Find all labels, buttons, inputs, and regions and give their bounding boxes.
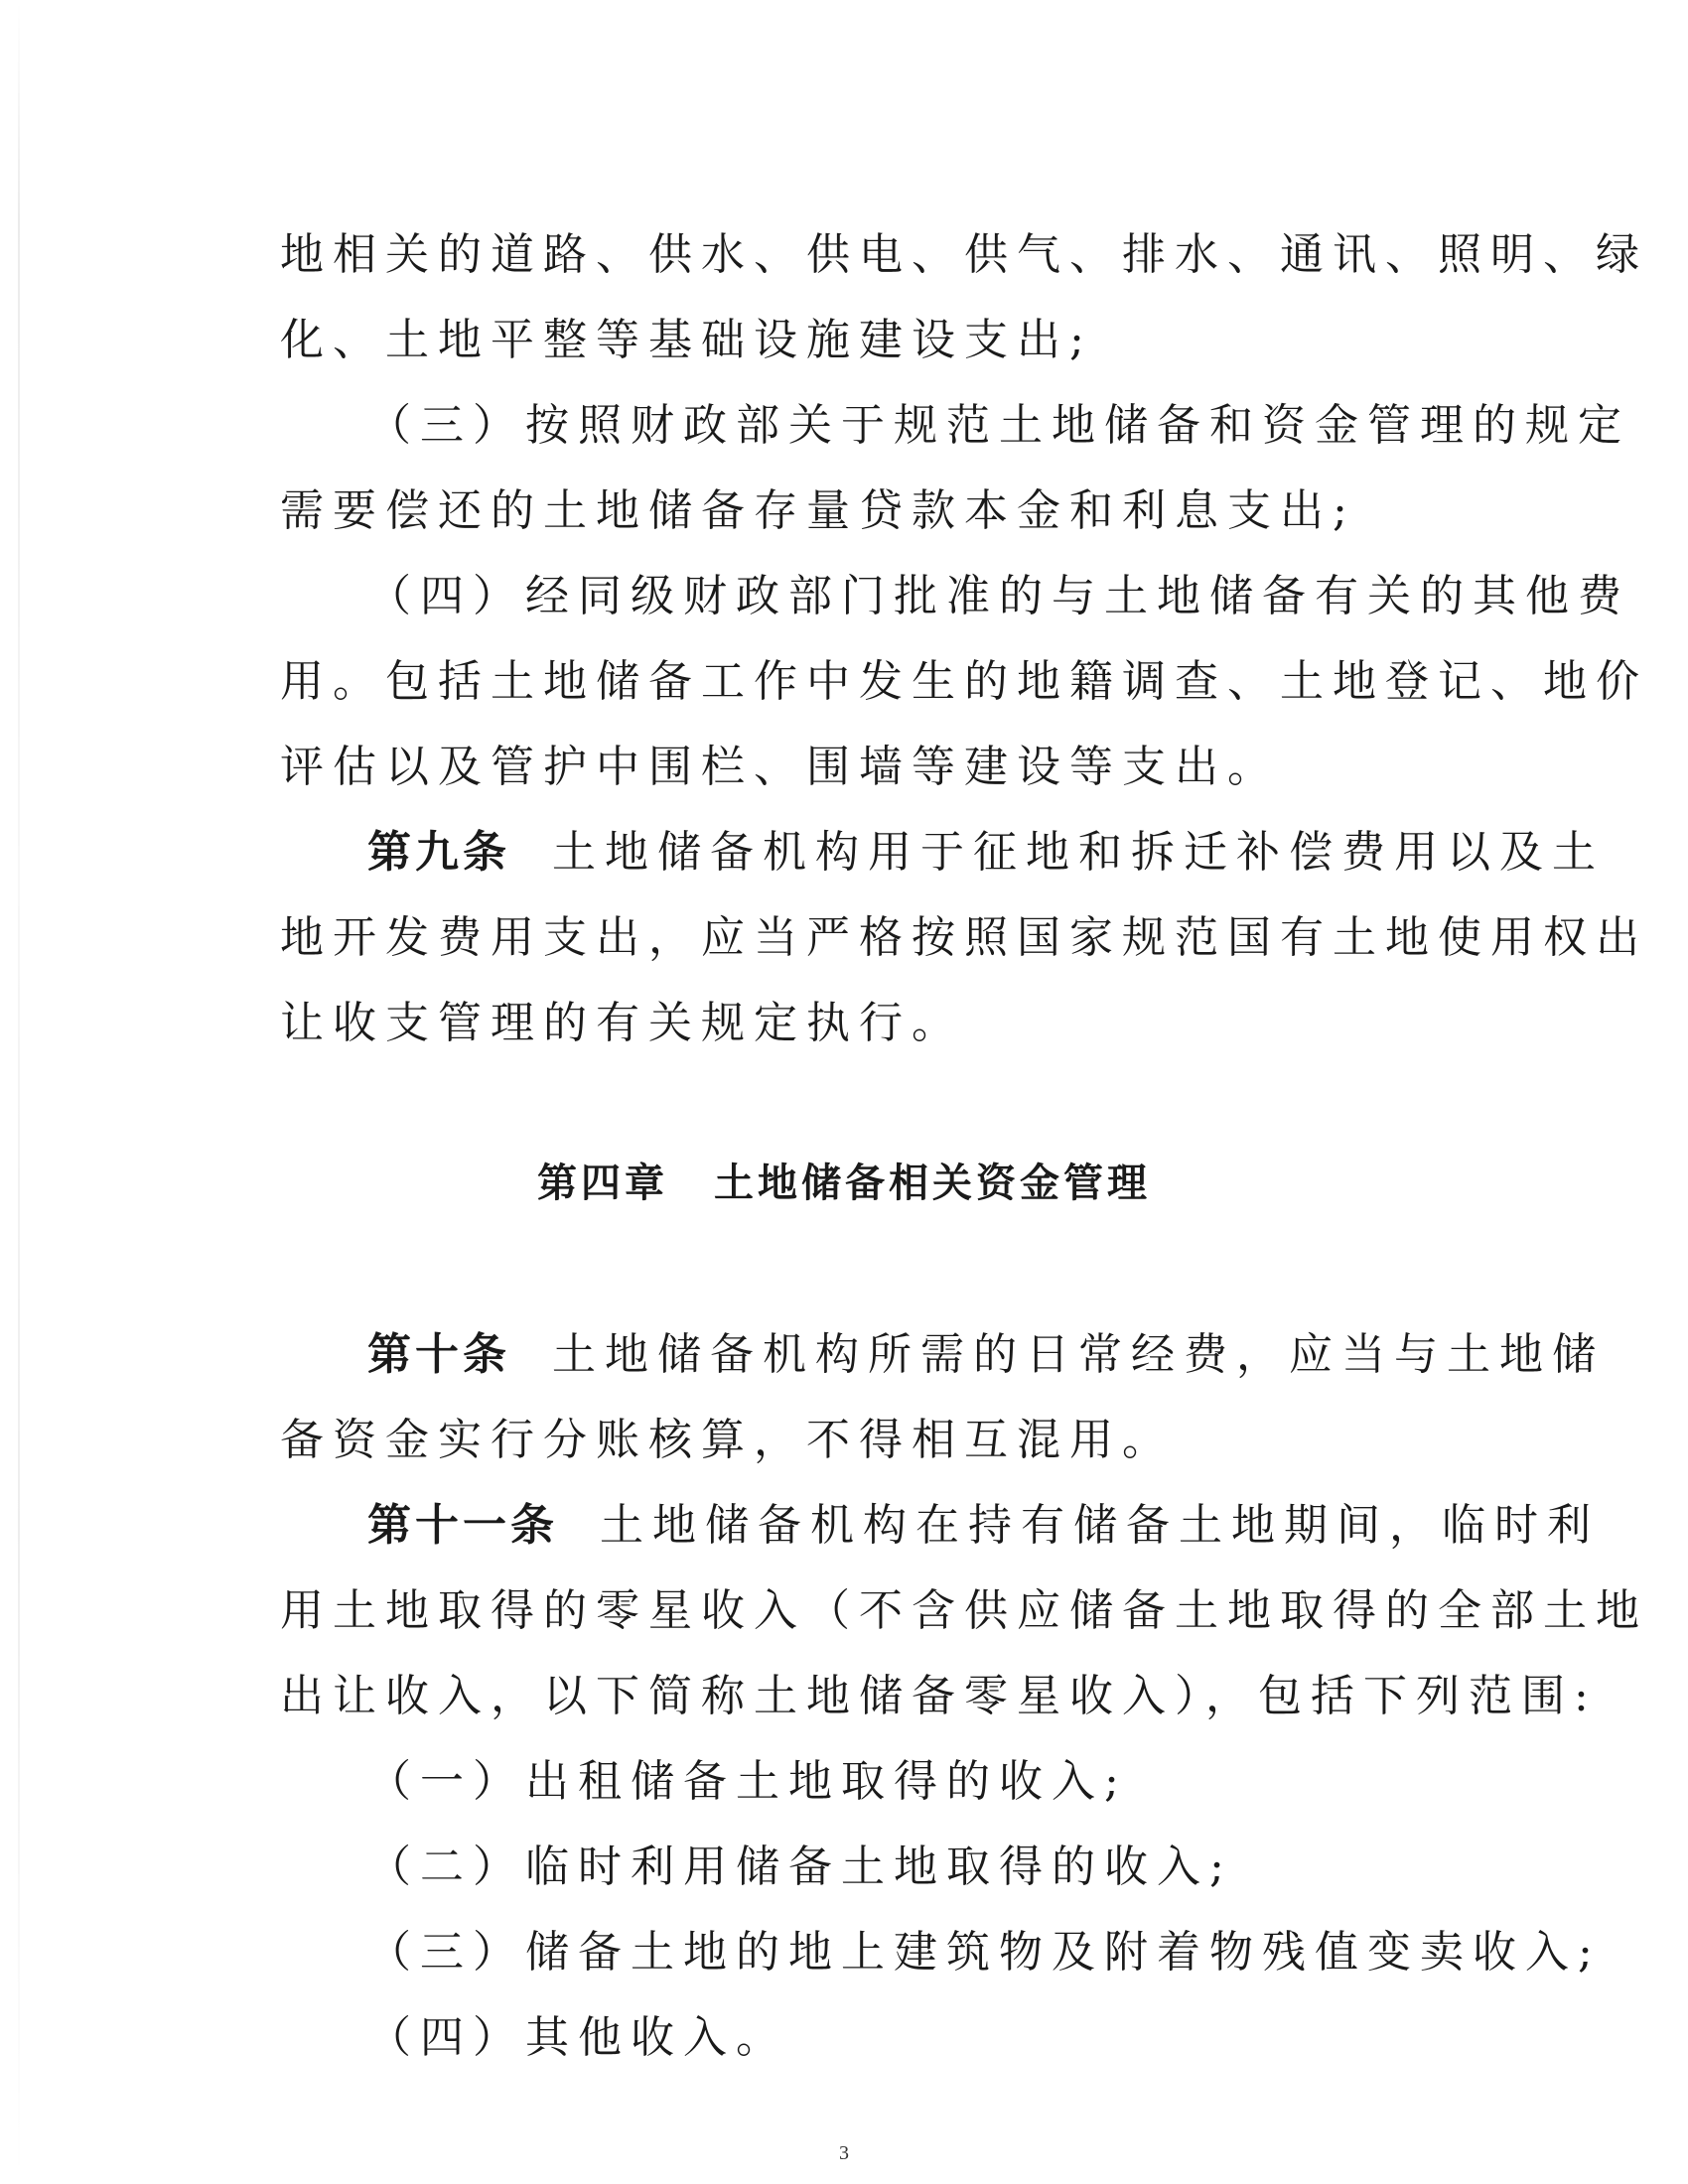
paragraph-line: （四）经同级财政部门批准的与土地储备有关的其他费 [367, 571, 1630, 621]
list-item: （三）储备土地的地上建筑物及附着物残值变卖收入; [367, 1927, 1602, 1978]
article-9-line-2: 地开发费用支出，应当严格按照国家规范国有土地使用权出 [280, 912, 1648, 963]
list-item: （二）临时利用储备土地取得的收入; [367, 1842, 1233, 1892]
paragraph-line: 地相关的道路、供水、供电、供气、排水、通讯、照明、绿 [280, 229, 1648, 280]
article-10-line-1 [280, 1312, 1605, 1398]
article-9-line-1 [280, 810, 1605, 895]
article-10-heading: 第十条 [367, 1329, 510, 1380]
list-item: （一）出租储备土地取得的收入; [367, 1756, 1128, 1807]
chapter-number: 第四章 [537, 1160, 668, 1206]
article-10-line-2: 备资金实行分账核算，不得相互混用。 [280, 1415, 1175, 1465]
article-11-line-2: 用土地取得的零星收入（不含供应储备土地取得的全部土地 [280, 1585, 1648, 1636]
article-9-line-3: 让收支管理的有关规定执行。 [280, 998, 964, 1048]
section-1 [280, 212, 1648, 1066]
chapter-heading [0, 1152, 1688, 1208]
article-11-line-3: 出让收入，以下简称土地储备零星收入），包括下列范围: [280, 1671, 1598, 1721]
paragraph-line: 用。包括土地储备工作中发生的地籍调查、土地登记、地价 [280, 656, 1648, 707]
article-9-heading: 第九条 [367, 827, 510, 878]
list-item: （四）其他收入。 [367, 2012, 788, 2063]
article-10-text: 土地储备机构所需的日常经费，应当与土地储 [552, 1329, 1605, 1380]
scan-edge-shadow [18, 0, 20, 2184]
article-11-text: 土地储备机构在持有储备土地期间，临时利 [600, 1500, 1600, 1551]
paragraph-line: 评估以及管护中围栏、围墙等建设等支出。 [280, 742, 1280, 792]
article-11-heading: 第十一条 [367, 1500, 558, 1551]
section-2 [280, 1312, 1648, 2081]
paragraph-line: 化、土地平整等基础设施建设支出; [280, 315, 1093, 365]
chapter-title: 土地储备相关资金管理 [714, 1160, 1151, 1206]
paragraph-line: （三）按照财政部关于规范土地储备和资金管理的规定 [367, 400, 1630, 451]
article-9-text: 土地储备机构用于征地和拆迁补偿费用以及土 [552, 827, 1605, 878]
article-11-line-1 [280, 1483, 1600, 1569]
page-number: 3 [839, 2142, 849, 2164]
paragraph-line: 需要偿还的土地储备存量贷款本金和利息支出; [280, 485, 1356, 536]
